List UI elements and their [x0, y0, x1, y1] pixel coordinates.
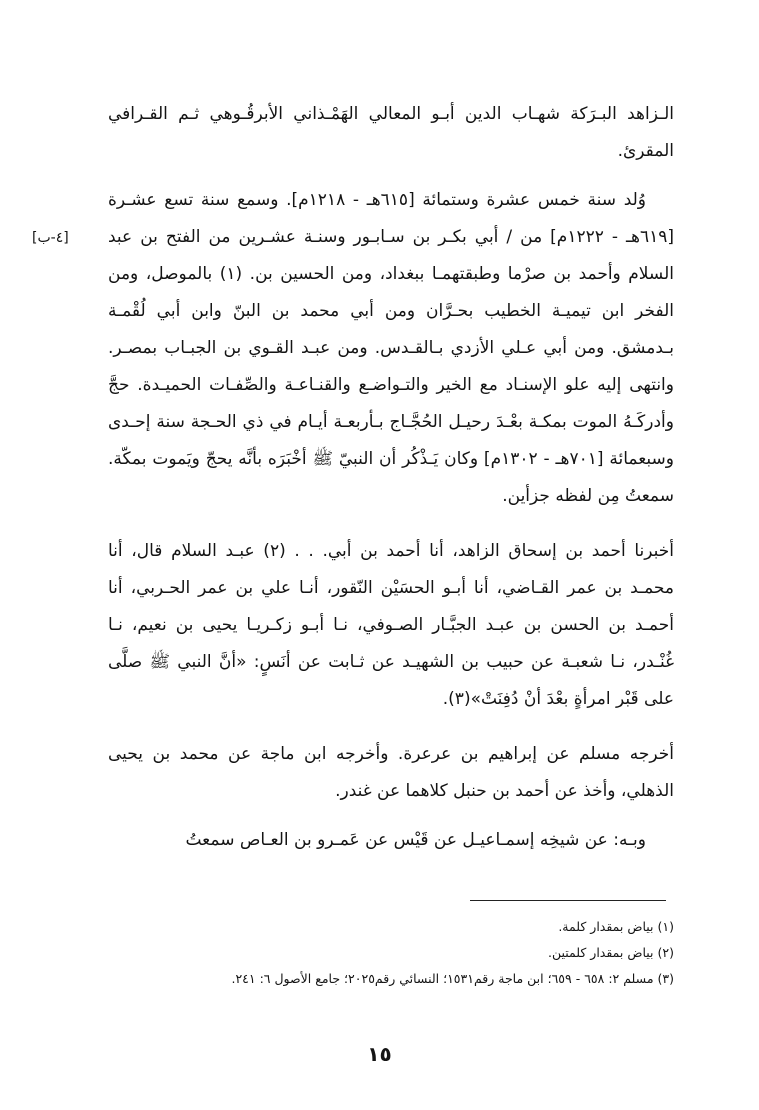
footnote-2: (٢) بياض بمقدار كلمتين. — [547, 945, 674, 960]
paragraph-isnad: أخبرنا أحمد بن إسحاق الزاهد، أنا أحمد بن أبي. . . (٢) عبـد السلام قال، أنا محمـد بن عمر القـاضي، أنا أبـو الحسَيْن النّقور، أنـا علي بن عمر الحـربي، أنا أحمـد بن الحسن بن عبـد الجبَّـار الصـوفي، نـا أبـو زكـريـا يحيى بن نعيم، نـا غُنْـدر، نـا شعبـة عن حبيب بن الشهيـد عن ثـابت عن أنَسٍ: «أنَّ النبي ﷺ صلَّى على قَبْر امرأةٍ بعْدَ أنْ دُفِنَتْ»(٣). — [108, 541, 674, 709]
main-text — [108, 96, 674, 859]
paragraph-name: الـزاهد البـرَكة شهـاب الدين أبـو المعالي الهَمْـذاني الأبرقُـوهي ثـم القـرافي المقرئ. — [108, 104, 674, 161]
footnote-divider — [470, 900, 666, 901]
footnotes — [108, 914, 674, 992]
folio-margin-note: [٤-ب] — [32, 230, 69, 246]
paragraph-continuation: وبـه: عن شيخِه إسمـاعيـل عن قَيْس عن عَمـرو بن العـاص سمعتُ — [185, 830, 646, 850]
footnote-3: (٣) مسلم ٢: ٦٥٨ - ٦٥٩؛ ابن ماجة رقم١٥٣١؛ النسائي رقم٢٠٢٥؛ جامع الأصول ٦: ٢٤١. — [231, 971, 674, 986]
footnote-1: (١) بياض بمقدار كلمة. — [558, 919, 674, 934]
paragraph-takhrij: أخرجه مسلم عن إبراهيم بن عرعرة. وأخرجه ابن ماجة عن محمد بن يحيى الذهلي، وأخذ عن أحمد بن حنبل كلاهما عن غندر. — [108, 744, 674, 801]
paragraph-biography: وُلد سنة خمس عشرة وستمائة [٦١٥هـ - ١٢١٨م]. وسمع سنة تسع عشـرة [٦١٩هـ - ١٢٢٢م] من / أبي بكـر بن سـابـور وسنـة عشـرين من الفتح بن عبد السلام وأحمد بن صرْما وطبقتهمـا ببغداد، ومن الحسين بن. (١) بالموصل، ومن الفخر ابن تيميـة الخطيب بحـرَّان ومن أبي محمد بن البنّ وابن أبي لُقْمـة بـدمشق. ومن أبي عـلي الأزدي بـالقـدس. ومن عبـد القـوي بن الجبـاب بمصـر. وانتهى إليه علو الإسنـاد مع الخير والتـواضـع والقنـاعـة والصِّفـات الحميـدة. حجَّ وأدركَـهُ الموت بمكـة بعْـدَ رحيـل الحُجَّـاج بـأربعـة أيـام في ذي الحـجة سنة إحـدى وسبعمائة [٧٠١هـ - ١٣٠٢م] وكان يَـذْكُر أن النبيّ ﷺ أخْبَرَه بأنَّه يحجّ ويَموت بمكّة. سمعتُ مِن لفظه جزأين. — [108, 190, 674, 506]
page-number: ١٥ — [367, 1042, 392, 1066]
